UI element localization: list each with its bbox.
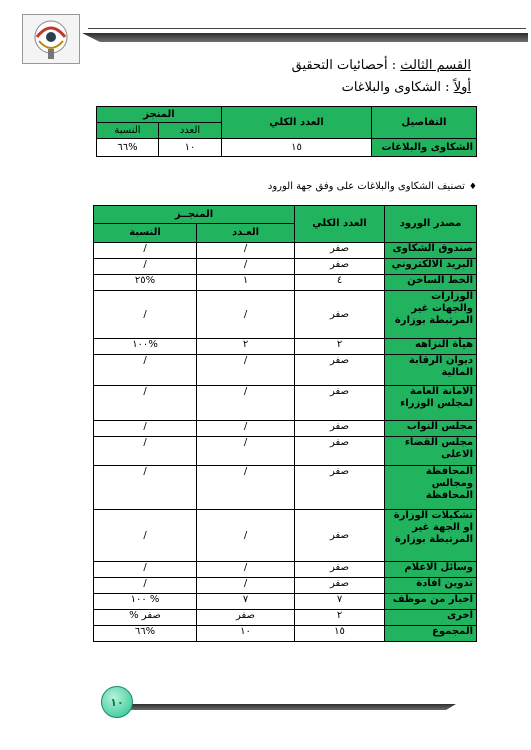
source-row-count: صفر: [197, 610, 295, 626]
table-row: [94, 466, 477, 510]
source-header-done: المنجــز: [94, 206, 295, 224]
table-row: [94, 291, 477, 339]
table-row: [94, 594, 477, 610]
section-title: [292, 58, 471, 73]
summary-header-details: التفاصيل: [372, 107, 477, 139]
source-row-percent: صفر %: [94, 610, 197, 626]
source-row-percent: /: [94, 562, 197, 578]
table-row: [94, 610, 477, 626]
source-row-label: هيأة النزاهه: [385, 339, 477, 355]
source-row-percent: % ١٠٠: [94, 594, 197, 610]
footer-rule: [126, 704, 456, 710]
source-row-percent: /: [94, 437, 197, 466]
source-row-percent: /: [94, 386, 197, 421]
source-row-count: ٧: [197, 594, 295, 610]
source-row-total: صفر: [295, 578, 385, 594]
table-row: [94, 437, 477, 466]
source-row-count: /: [197, 466, 295, 510]
classification-heading-text: تصنيف الشكاوى والبلاغات على وفق جهة الورود: [267, 181, 465, 192]
header-thick-rule: [82, 33, 528, 42]
source-row-count: /: [197, 386, 295, 421]
source-row-percent: /: [94, 421, 197, 437]
source-row-total: صفر: [295, 466, 385, 510]
table-row: [94, 626, 477, 642]
table-row: [94, 562, 477, 578]
source-row-total: صفر: [295, 259, 385, 275]
source-row-count: /: [197, 437, 295, 466]
source-row-label: تدوين افادة: [385, 578, 477, 594]
source-row-count: /: [197, 562, 295, 578]
source-row-count: ٢: [197, 339, 295, 355]
sub-title-rest: : الشكاوى والبلاغات: [341, 80, 454, 95]
source-row-count: /: [197, 355, 295, 386]
source-row-total: ٧: [295, 594, 385, 610]
page-number-badge: ١٠: [101, 686, 133, 718]
source-row-total: صفر: [295, 291, 385, 339]
section-title-prefix: القسم الثالث: [400, 58, 471, 73]
source-row-total: صفر: [295, 510, 385, 562]
header-thin-rule: [88, 28, 526, 29]
source-row-label: الخط الساخن: [385, 275, 477, 291]
table-row: [94, 578, 477, 594]
source-row-label: تشكيلات الوزارة او الجهة غير المرتبطة بوزارة: [385, 510, 477, 562]
source-row-label: ديوان الرقابة المالية: [385, 355, 477, 386]
source-row-percent: /: [94, 243, 197, 259]
table-row: [94, 275, 477, 291]
summary-row-label: الشكاوى والبلاغات: [372, 139, 477, 157]
source-row-percent: /: [94, 259, 197, 275]
source-row-label: المحافظة ومجالس المحافظة: [385, 466, 477, 510]
source-row-label: مجلس القضاء الاعلى: [385, 437, 477, 466]
summary-row-percent: %٦٦: [97, 139, 159, 157]
source-row-total: ١٥: [295, 626, 385, 642]
source-row-total: ٤: [295, 275, 385, 291]
table-row: [94, 421, 477, 437]
source-row-label: المجموع: [385, 626, 477, 642]
source-row-label: اخرى: [385, 610, 477, 626]
source-row-label: اخبار من موظف: [385, 594, 477, 610]
source-row-total: صفر: [295, 355, 385, 386]
summary-header-count: العدد: [159, 123, 222, 139]
table-row: [94, 259, 477, 275]
source-row-label: البريد الالكتروني: [385, 259, 477, 275]
source-row-percent: /: [94, 291, 197, 339]
source-row-total: ٢: [295, 339, 385, 355]
summary-header-total: العدد الكلي: [222, 107, 372, 139]
source-row-count: /: [197, 243, 295, 259]
source-row-percent: %٦٦: [94, 626, 197, 642]
source-header-source: مصدر الورود: [385, 206, 477, 243]
table-row: [94, 355, 477, 386]
classification-heading: [268, 181, 477, 192]
source-row-label: الوزارات والجهات غير المرتبطة بوزارة: [385, 291, 477, 339]
source-header-percent: النسبة: [94, 224, 197, 243]
source-row-percent: /: [94, 355, 197, 386]
source-row-label: صندوق الشكاوى: [385, 243, 477, 259]
diamond-bullet-icon: ♦: [468, 182, 477, 192]
source-row-percent: %١٠٠: [94, 339, 197, 355]
source-row-percent: /: [94, 466, 197, 510]
source-row-count: /: [197, 259, 295, 275]
source-row-count: /: [197, 510, 295, 562]
source-row-percent: %٢٥: [94, 275, 197, 291]
summary-row-count: ١٠: [159, 139, 222, 157]
table-row: [94, 243, 477, 259]
source-row-count: /: [197, 421, 295, 437]
sub-title-prefix: أولاً: [453, 80, 471, 95]
source-row-total: صفر: [295, 421, 385, 437]
summary-row-total: ١٥: [222, 139, 372, 157]
source-row-percent: /: [94, 510, 197, 562]
source-table: [93, 205, 477, 642]
summary-header-done: المنجز: [97, 107, 222, 123]
source-row-total: صفر: [295, 243, 385, 259]
source-header-total: العدد الكلي: [295, 206, 385, 243]
source-row-label: وسائل الاعلام: [385, 562, 477, 578]
source-row-count: ١٠: [197, 626, 295, 642]
source-row-total: صفر: [295, 562, 385, 578]
source-row-total: ٢: [295, 610, 385, 626]
source-row-label: مجلس النواب: [385, 421, 477, 437]
source-row-total: صفر: [295, 386, 385, 421]
source-row-label: الامانة العامة لمجلس الوزراء: [385, 386, 477, 421]
source-row-count: /: [197, 578, 295, 594]
section-title-rest: : أحصائيات التحقيق: [291, 58, 401, 73]
source-header-count: العـدد: [197, 224, 295, 243]
summary-table: [96, 106, 477, 157]
summary-header-percent: النسبة: [97, 123, 159, 139]
sub-title: [342, 80, 471, 95]
emblem-icon: [22, 14, 80, 64]
table-row: [94, 510, 477, 562]
table-row: [94, 386, 477, 421]
source-row-count: /: [197, 291, 295, 339]
source-row-percent: /: [94, 578, 197, 594]
source-row-total: صفر: [295, 437, 385, 466]
source-row-count: ١: [197, 275, 295, 291]
table-row: [94, 339, 477, 355]
